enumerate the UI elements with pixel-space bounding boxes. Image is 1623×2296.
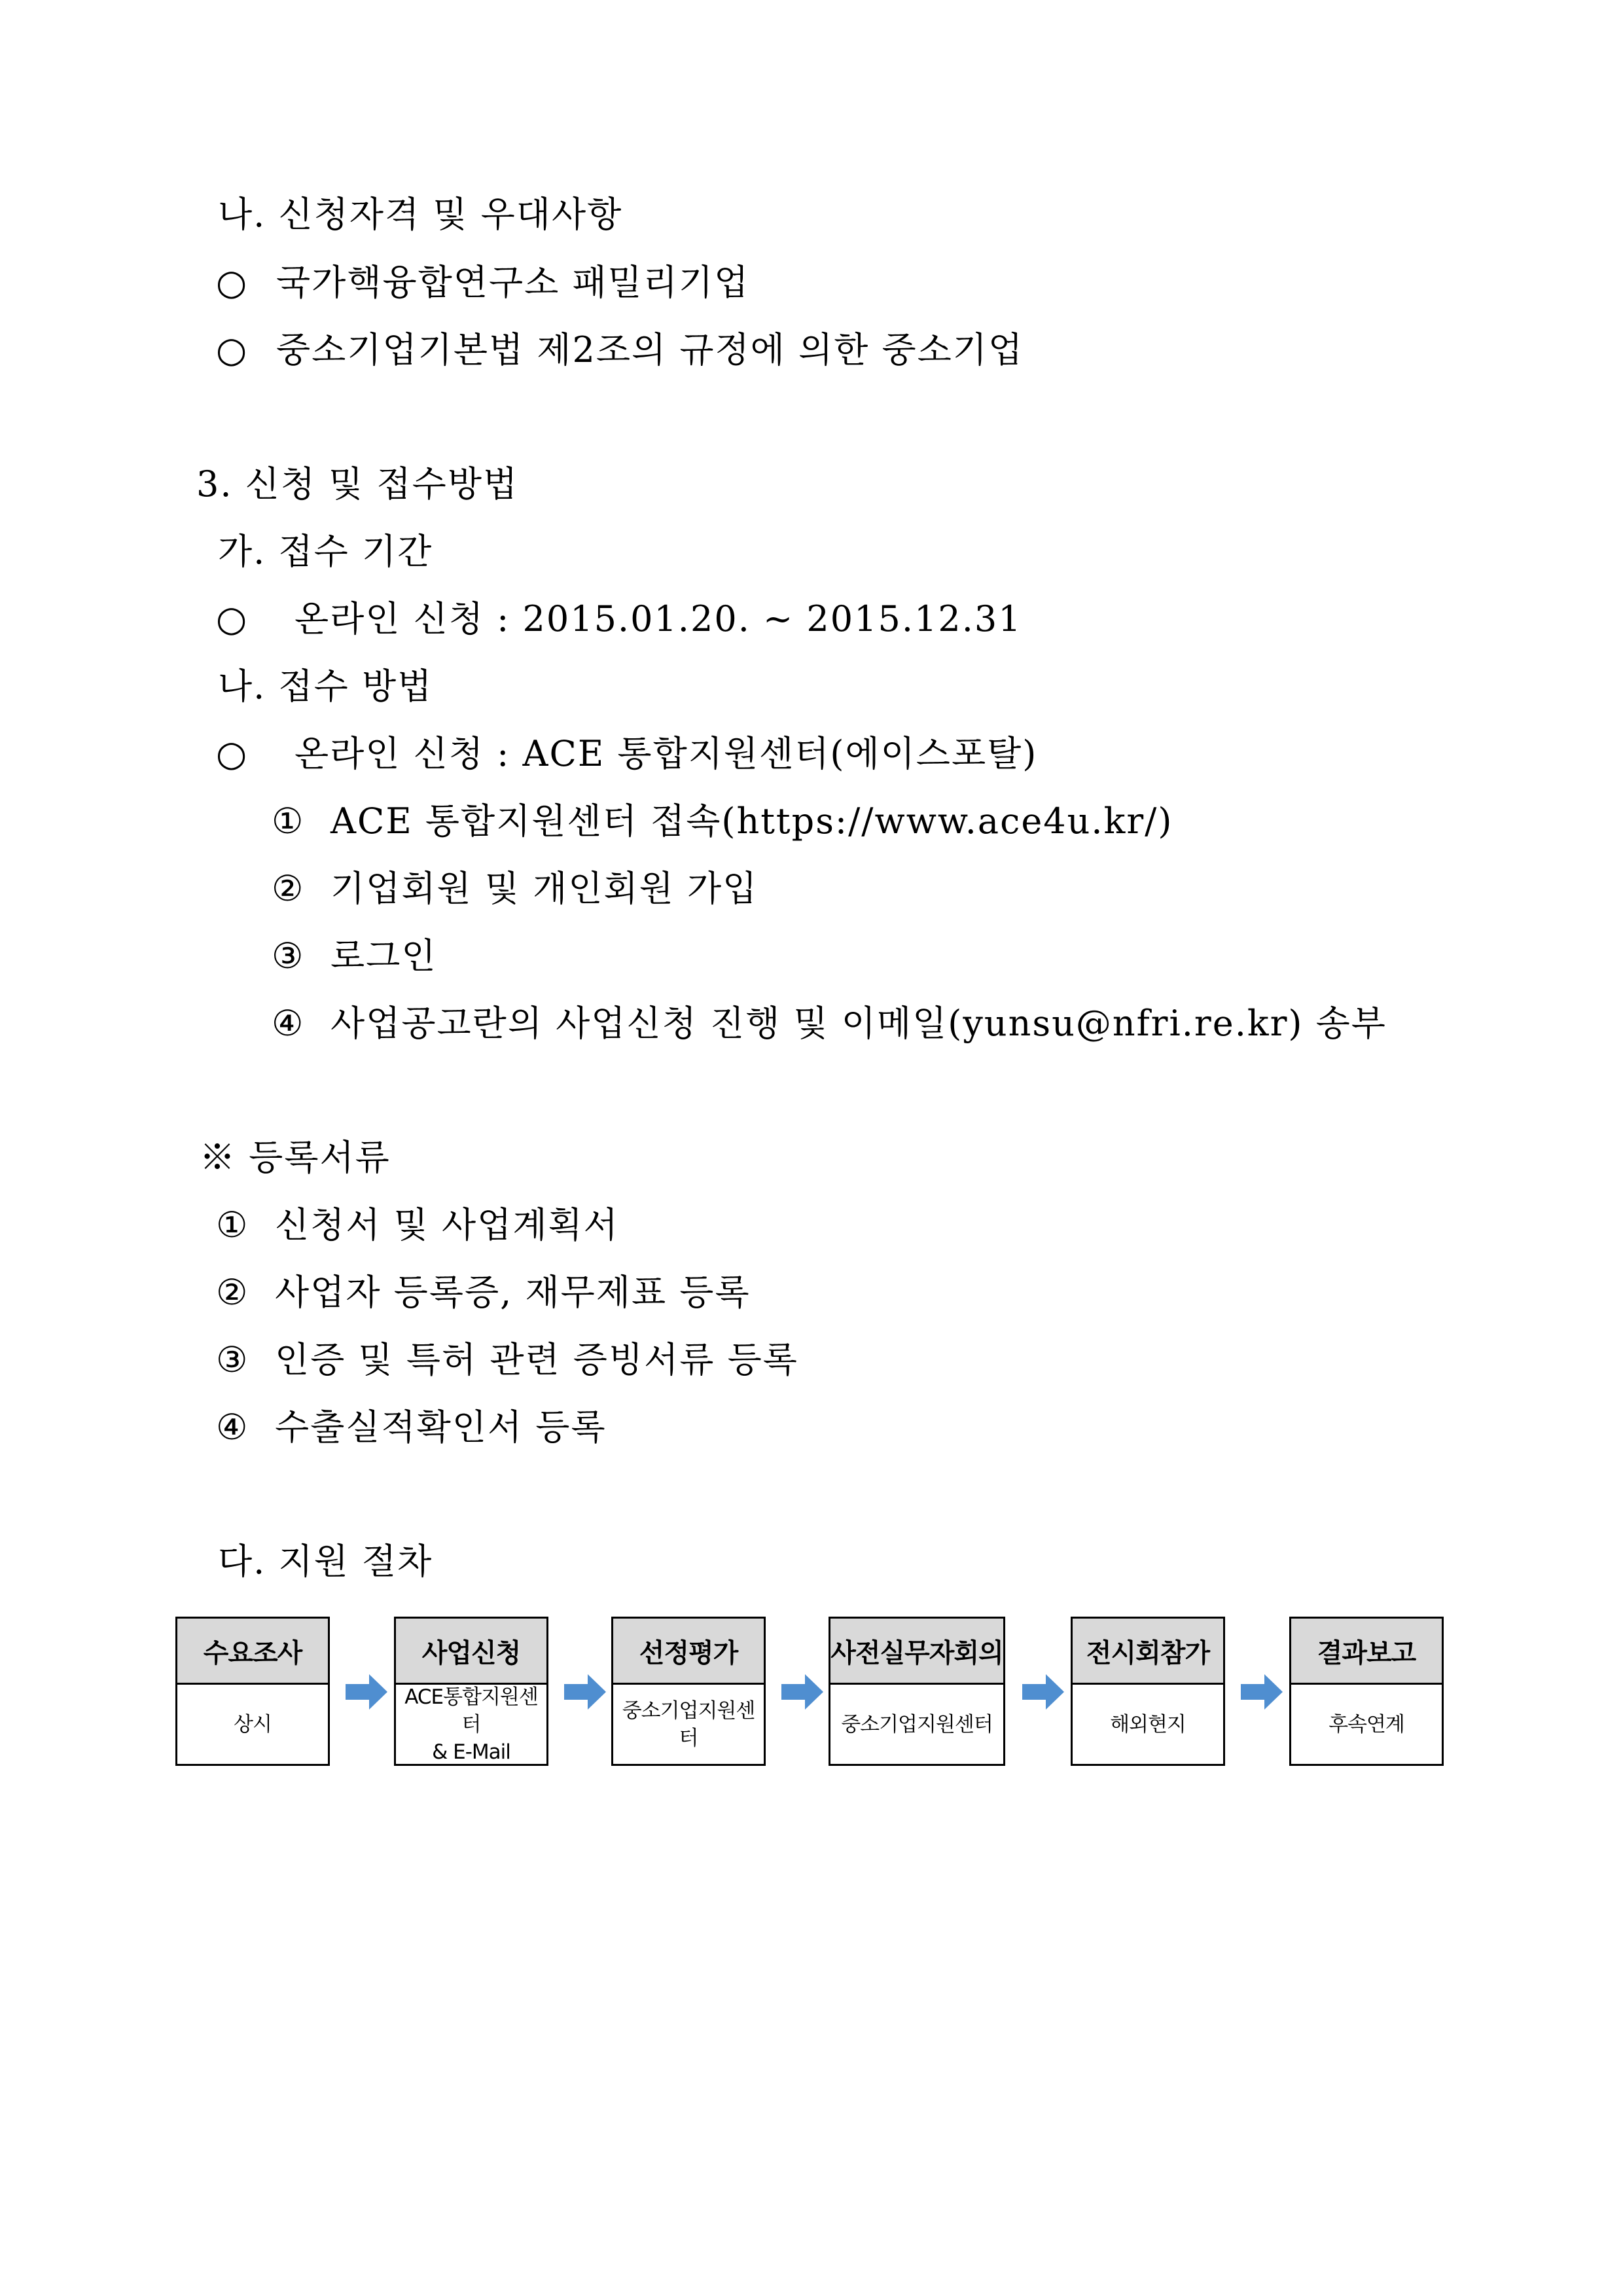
flow-step-title: 선정평가 xyxy=(613,1619,764,1685)
documents-heading: ※ 등록서류 xyxy=(200,1137,391,1178)
arrow-right-icon xyxy=(346,1674,387,1710)
flow-step-title: 결과보고 xyxy=(1291,1619,1442,1685)
method-step xyxy=(272,868,758,910)
doc-text: 사업자 등록증, 재무제표 등록 xyxy=(275,1272,751,1313)
flow-step-sub: 해외현지 xyxy=(1110,1712,1186,1736)
step-text: ACE 통합지원센터 접속(https://www.ace4u.kr/) xyxy=(330,800,1173,842)
method-step xyxy=(272,800,1173,842)
step-text: 로그인 xyxy=(330,935,437,977)
eligibility-text: 중소기업기본법 제2조의 규정에 의한 중소기업 xyxy=(276,329,1024,370)
flow-step-exhibition xyxy=(1071,1617,1225,1766)
step-number: ① xyxy=(272,800,305,842)
flow-step-evaluation xyxy=(611,1617,766,1766)
flow-step-sub: ACE통합지원센터 & E-Mail xyxy=(404,1685,538,1764)
flow-step-meeting xyxy=(829,1617,1005,1766)
arrow-right-icon xyxy=(1241,1674,1283,1710)
flow-step-title: 수요조사 xyxy=(177,1619,328,1685)
flow-step-survey xyxy=(175,1617,330,1766)
flow-step-apply xyxy=(394,1617,548,1766)
method-item xyxy=(216,733,1037,775)
doc-text: 신청서 및 사업계획서 xyxy=(275,1204,619,1246)
method-step xyxy=(272,935,437,977)
period-text: 온라인 신청 : 2015.01.20. ~ 2015.12.31 xyxy=(294,598,1022,639)
section-heading-eligibility: 나. 신청자격 및 우대사항 xyxy=(218,194,623,235)
document-item xyxy=(216,1204,619,1246)
flow-step-report xyxy=(1289,1617,1444,1766)
flow-step-sub: 상시 xyxy=(234,1712,272,1736)
flow-step-sub: 중소기업지원센터 xyxy=(622,1698,755,1750)
subheading-procedure: 다. 지원 절차 xyxy=(218,1541,433,1582)
subheading-method: 나. 접수 방법 xyxy=(218,666,433,707)
flow-step-sub: 후속연계 xyxy=(1329,1712,1404,1736)
doc-text: 수출실적확인서 등록 xyxy=(275,1407,607,1448)
bullet-circle: ○ xyxy=(216,329,249,370)
flow-step-title: 전시회참가 xyxy=(1073,1619,1223,1685)
doc-number: ① xyxy=(216,1204,249,1246)
document-item xyxy=(216,1339,798,1381)
document-item xyxy=(216,1272,751,1314)
document-item xyxy=(216,1407,607,1448)
bullet-circle: ○ xyxy=(216,262,249,303)
step-number: ③ xyxy=(272,935,305,977)
period-item xyxy=(216,598,1022,640)
eligibility-text: 국가핵융합연구소 패밀리기업 xyxy=(276,262,750,303)
arrow-right-icon xyxy=(1022,1674,1064,1710)
subheading-period: 가. 접수 기간 xyxy=(218,531,433,572)
step-number: ④ xyxy=(272,1003,305,1044)
doc-number: ④ xyxy=(216,1407,249,1448)
bullet-circle: ○ xyxy=(216,733,249,774)
doc-number: ② xyxy=(216,1272,249,1313)
procedure-flowchart xyxy=(175,1617,1458,1768)
flow-step-sub: 중소기업지원센터 xyxy=(841,1712,993,1736)
bullet-circle: ○ xyxy=(216,598,249,639)
arrow-right-icon xyxy=(564,1674,606,1710)
arrow-right-icon xyxy=(781,1674,823,1710)
step-text: 기업회원 및 개인회원 가입 xyxy=(330,868,758,909)
step-number: ② xyxy=(272,868,305,909)
eligibility-item xyxy=(216,262,749,304)
flow-step-title: 사업신청 xyxy=(396,1619,546,1685)
step-text: 사업공고란의 사업신청 진행 및 이메일(yunsu@nfri.re.kr) 송부 xyxy=(330,1003,1387,1044)
method-text: 온라인 신청 : ACE 통합지원센터(에이스포탈) xyxy=(294,733,1038,774)
section-heading-application: 3. 신청 및 접수방법 xyxy=(196,463,519,505)
method-step xyxy=(272,1003,1387,1045)
doc-number: ③ xyxy=(216,1339,249,1380)
eligibility-item xyxy=(216,329,1024,371)
flow-step-title: 사전실무자회의 xyxy=(830,1619,1003,1685)
doc-text: 인증 및 특허 관련 증빙서류 등록 xyxy=(275,1339,798,1380)
